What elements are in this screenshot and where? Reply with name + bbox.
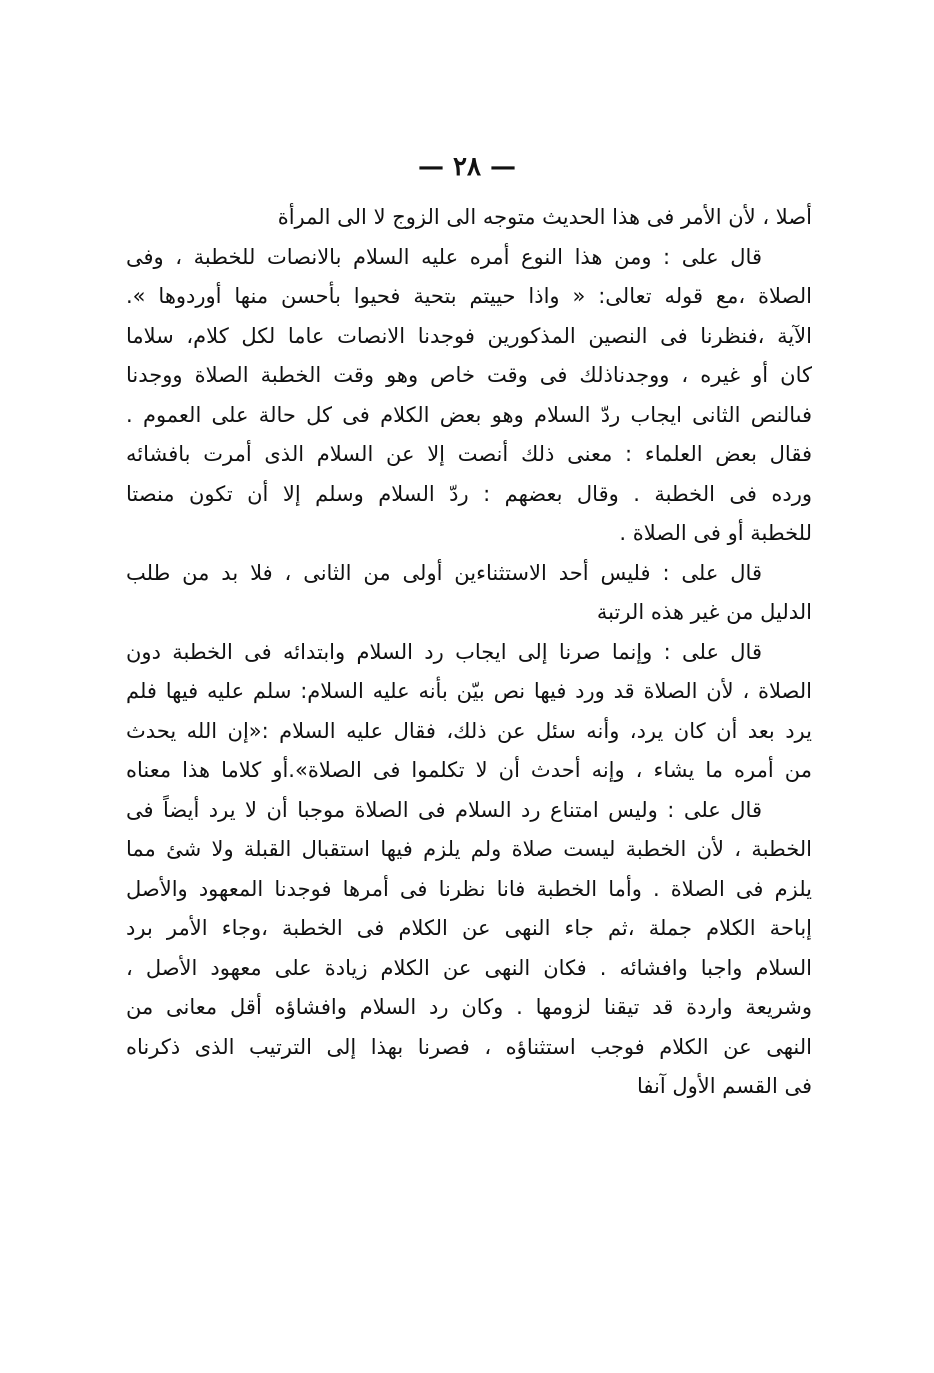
- text-line: الصلاة ، لأن الصلاة قد ورد فيها نص بيّن بأنه عليه السلام: سلم عليه فيها فلم: [126, 679, 812, 703]
- text-line: من أمره ما يشاء ، وإنه أحدث أن لا تكلموا فى الصلاة».أو كلاما هذا معناه: [126, 758, 812, 782]
- text-line: السلام واجبا وافشائه . فكان النهى عن الكلام زيادة على معهود الأصل ،: [126, 955, 812, 980]
- text-line: فىالنص الثانى ايجاب ردّ السلام وهو بعض الكلام فى كل حالة على العموم .: [126, 402, 812, 427]
- text-line: وشريعة واردة قد تيقنا لزومها . وكان رد السلام وافشاؤه أقل معانى من: [126, 995, 812, 1019]
- text-line: قال على : فليس أحد الاستثناءين أولى من الثانى ، فلا بد من طلب: [126, 560, 762, 585]
- text-line: كان أو غيره ، ووجدناذلك فى وقت خاص وهو وقت الخطبة الصلاة ووجدنا: [126, 363, 812, 387]
- text-line: قال على : وليس امتناع رد السلام فى الصلاة موجبا أن لا يرد أيضاً فى: [126, 797, 762, 822]
- text-line: أصلا ، لأن الأمر فى هذا الحديث متوجه الى الزوج لا الى المرأة: [277, 205, 812, 229]
- text-line: فى القسم الأول آنفا: [636, 1074, 812, 1098]
- text-line: النهى عن الكلام فوجب استثناؤه ، فصرنا بهذا إلى الترتيب الذى ذكرناه: [126, 1034, 812, 1059]
- text-line: الخطبة ، لأن الخطبة ليست صلاة ولم يلزم فيها استقبال القبلة ولا شئ مما: [126, 837, 812, 861]
- text-line: الصلاة ،مع قوله تعالى: « واذا حييتم بتحية فحيوا بأحسن منها أوردوها ».: [126, 284, 812, 308]
- text-line: قال على : وإنما صرنا إلى ايجاب رد السلام وابتدائه فى الخطبة دون: [126, 639, 762, 664]
- text-line: إباحة الكلام جملة ،ثم جاء النهى عن الكلام فى الخطبة ،وجاء الأمر برد: [126, 916, 812, 940]
- text-line: الدليل من غير هذه الرتبة: [596, 600, 812, 624]
- text-line: قال على : ومن هذا النوع أمره عليه السلام بالانصات للخطبة ، وفى: [126, 244, 762, 269]
- text-line: للخطبة أو فى الصلاة .: [619, 521, 812, 545]
- text-line: يلزم فى الصلاة . وأما الخطبة فانا نظرنا فى أمرها فوجدنا المعهود والأصل: [126, 876, 812, 901]
- text-line: يرد بعد أن كان يرد، وأنه سئل عن ذلك، فقال عليه السلام :«إن الله يحدث: [126, 718, 812, 743]
- body-text: [126, 198, 812, 1107]
- page-number: — ٢٨ —: [417, 152, 517, 182]
- text-line: فقال بعض العلماء : معنى ذلك أنصت إلا عن السلام الذى أمرت بافشائه: [126, 442, 812, 466]
- text-line: الآية ،فنظرنا فى النصين المذكورين فوجدنا الانصات عاما لكل كلام، سلاما: [126, 323, 812, 348]
- text-line: ورده فى الخطبة . وقال بعضهم : ردّ السلام وسلم إلا أن تكون منصتا: [126, 481, 812, 506]
